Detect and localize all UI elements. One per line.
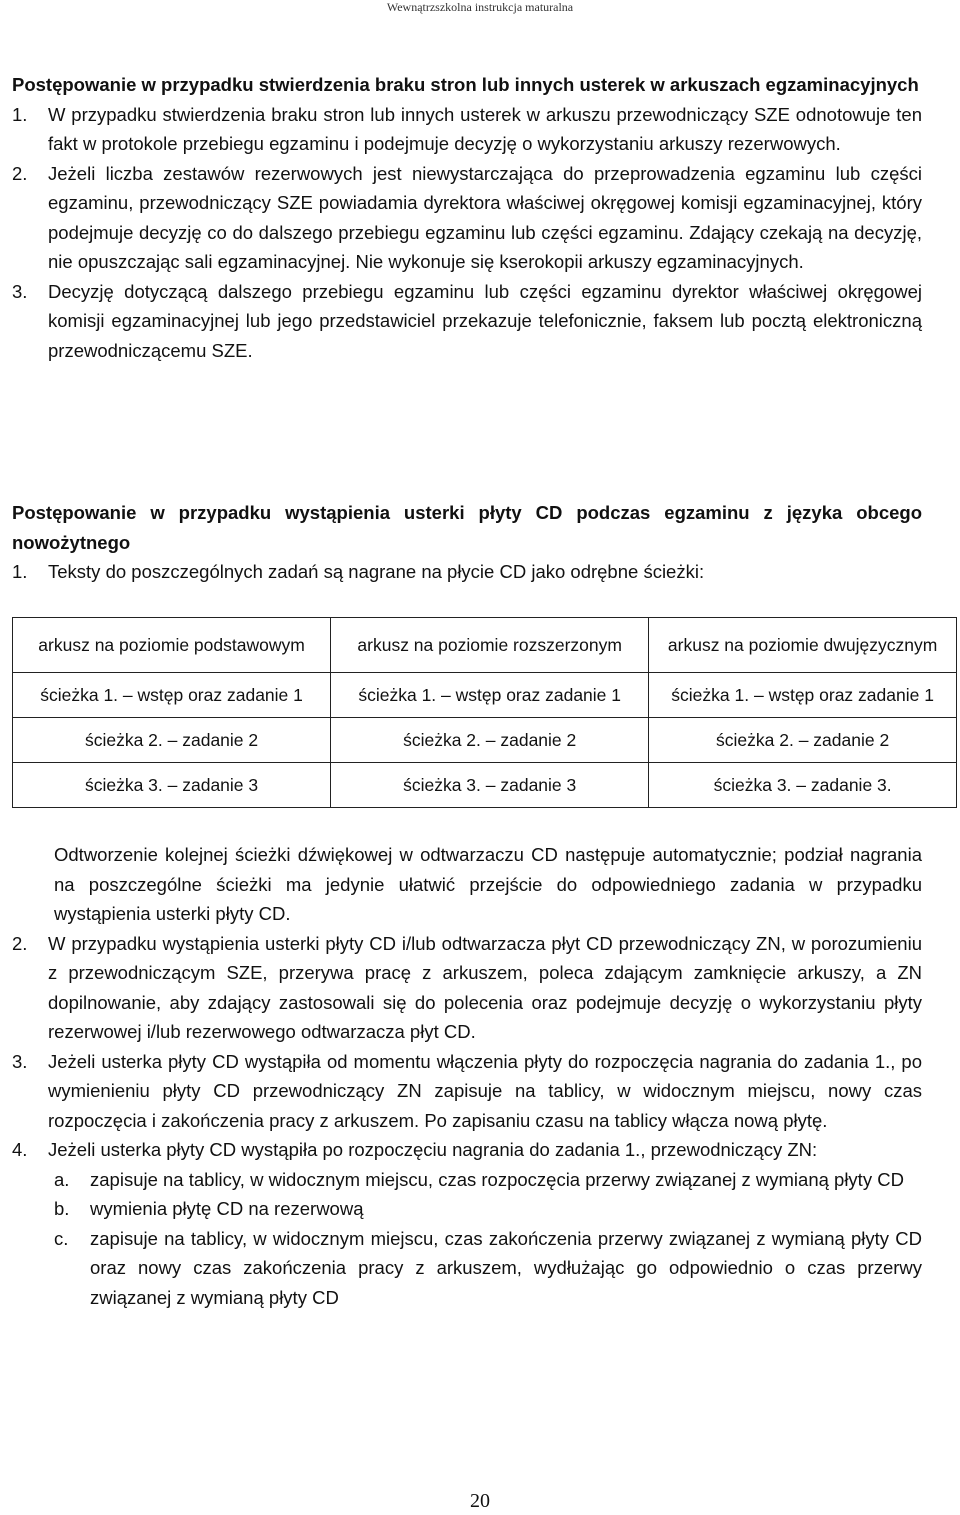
- table-cell: ścieżka 3. – zadanie 3: [331, 763, 649, 808]
- table-row: [13, 718, 957, 763]
- table-note: Odtworzenie kolejnej ścieżki dźwiękowej w odtwarzaczu CD następuje automatycznie; podział nagrania na poszczególne ścieżki ma jedynie ułatwić przejście do odpowiedniego zadania w przypadku wystąpienia usterki płyty CD.: [54, 844, 922, 924]
- sub-list-text: zapisuje na tablicy, w widocznym miejscu, czas rozpoczęcia przerwy związanej z wymianą płyty CD: [90, 1168, 904, 1190]
- list-number: 3.: [12, 280, 28, 302]
- table-cell: ścieżka 2. – zadanie 2: [649, 718, 957, 763]
- list-number: 3.: [12, 1050, 28, 1072]
- sub-list-item: [12, 1194, 922, 1224]
- list-text: Jeżeli usterka płyty CD wystąpiła od momentu włączenia płyty do rozpoczęcia nagrania do zadania 1., po wymienieniu płyty CD przewodniczący ZN zapisuje na tablicy, w widocznym miejscu, nowy czas rozpoczęcia i zakończenia pracy z arkuszem. Po zapisaniu czasu na tablicy włącza nową płytę.: [48, 1050, 922, 1131]
- list-number: 2.: [12, 932, 28, 954]
- list-text: Decyzję dotyczącą dalszego przebiegu egzaminu lub części egzaminu dyrektor właściwej okręgowej komisji egzaminacyjnej lub jego przedstawiciel przekazuje telefonicznie, faksem lub pocztą elektroniczną przewodniczącemu SZE.: [48, 280, 922, 361]
- sub-list-item: [12, 1224, 922, 1313]
- list-item: [12, 557, 922, 587]
- table-cell: ścieżka 3. – zadanie 3: [13, 763, 331, 808]
- table-cell: ścieżka 3. – zadanie 3.: [649, 763, 957, 808]
- sub-list-letter: b.: [54, 1198, 70, 1219]
- table-cell: ścieżka 1. – wstęp oraz zadanie 1: [13, 673, 331, 718]
- section-2: [12, 498, 922, 587]
- table-cell: ścieżka 2. – zadanie 2: [331, 718, 649, 763]
- table-row: [13, 763, 957, 808]
- list-item: [12, 929, 922, 1047]
- list-text: W przypadku wystąpienia usterki płyty CD i/lub odtwarzacza płyt CD przewodniczący ZN, w porozumieniu z przewodniczącym SZE, przerywa pracę z arkuszem, poleca zdającym zamknięcie arkuszy, a ZN dopilnowanie, aby zdający zastosowali się do polecenia oraz podejmuje decyzję o wykorzystaniu płyty rezerwowej i/lub rezerwowego odtwarzacza płyt CD.: [48, 932, 922, 1042]
- list-item: [12, 159, 922, 277]
- table-header-row: [13, 618, 957, 673]
- column-header: arkusz na poziomie rozszerzonym: [331, 618, 649, 673]
- section-1: [12, 70, 922, 365]
- column-header: arkusz na poziomie podstawowym: [13, 618, 331, 673]
- list-item: [12, 1047, 922, 1136]
- list-number: 1.: [12, 561, 28, 582]
- cd-tracks-table: [12, 617, 957, 808]
- sub-list-text: zapisuje na tablicy, w widocznym miejscu, czas zakończenia przerwy związanej z wymianą płyty CD oraz nowy czas zakończenia pracy z arkuszem, wydłużając go odpowiednio o czas przerwy związanej z wymianą płyty CD: [90, 1227, 922, 1308]
- section-2-heading: Postępowanie w przypadku wystąpienia usterki płyty CD podczas egzaminu z języka obcego nowożytnego: [12, 502, 922, 553]
- sub-list-item: [12, 1165, 922, 1195]
- list-text: W przypadku stwierdzenia braku stron lub innych usterek w arkuszu przewodniczący SZE odnotowuje ten fakt w protokole przebiegu egzaminu i podejmuje decyzję o wykorzystaniu arkuszy rezerwowych.: [48, 103, 922, 154]
- sub-list-letter: a.: [54, 1168, 70, 1190]
- list-text: Jeżeli usterka płyty CD wystąpiła po rozpoczęciu nagrania do zadania 1., przewodniczący ZN:: [48, 1139, 818, 1160]
- sub-list-letter: c.: [54, 1227, 69, 1249]
- list-number: 2.: [12, 162, 28, 184]
- table-row: [13, 673, 957, 718]
- page-number: 20: [470, 1490, 490, 1512]
- section-2-continued: [12, 840, 922, 1312]
- list-item: [12, 100, 922, 159]
- running-header: Wewnątrzszkolna instrukcja maturalna: [386, 0, 574, 14]
- column-header: arkusz na poziomie dwujęzycznym: [649, 618, 957, 673]
- list-number: 4.: [12, 1139, 28, 1160]
- list-item: [12, 1135, 922, 1165]
- list-text: Teksty do poszczególnych zadań są nagrane na płycie CD jako odrębne ścieżki:: [48, 561, 705, 582]
- list-number: 1.: [12, 103, 28, 125]
- list-item: [12, 277, 922, 366]
- table-cell: ścieżka 2. – zadanie 2: [13, 718, 331, 763]
- sub-list-text: wymienia płytę CD na rezerwową: [90, 1198, 364, 1219]
- section-1-heading: Postępowanie w przypadku stwierdzenia braku stron lub innych usterek w arkuszach egzaminacyjnych: [12, 74, 919, 95]
- list-text: Jeżeli liczba zestawów rezerwowych jest niewystarczająca do przeprowadzenia egzaminu lub części egzaminu, przewodniczący SZE powiadamia dyrektora właściwej okręgowej komisji egzaminacyjnej, który podejmuje decyzję co do dalszego przebiegu egzaminu lub części egzaminu. Zdający czekają na decyzję, nie opuszczając sali egzaminacyjnej. Nie wykonuje się kserokopii arkuszy egzaminacyjnych.: [48, 162, 922, 272]
- table-cell: ścieżka 1. – wstęp oraz zadanie 1: [649, 673, 957, 718]
- table-cell: ścieżka 1. – wstęp oraz zadanie 1: [331, 673, 649, 718]
